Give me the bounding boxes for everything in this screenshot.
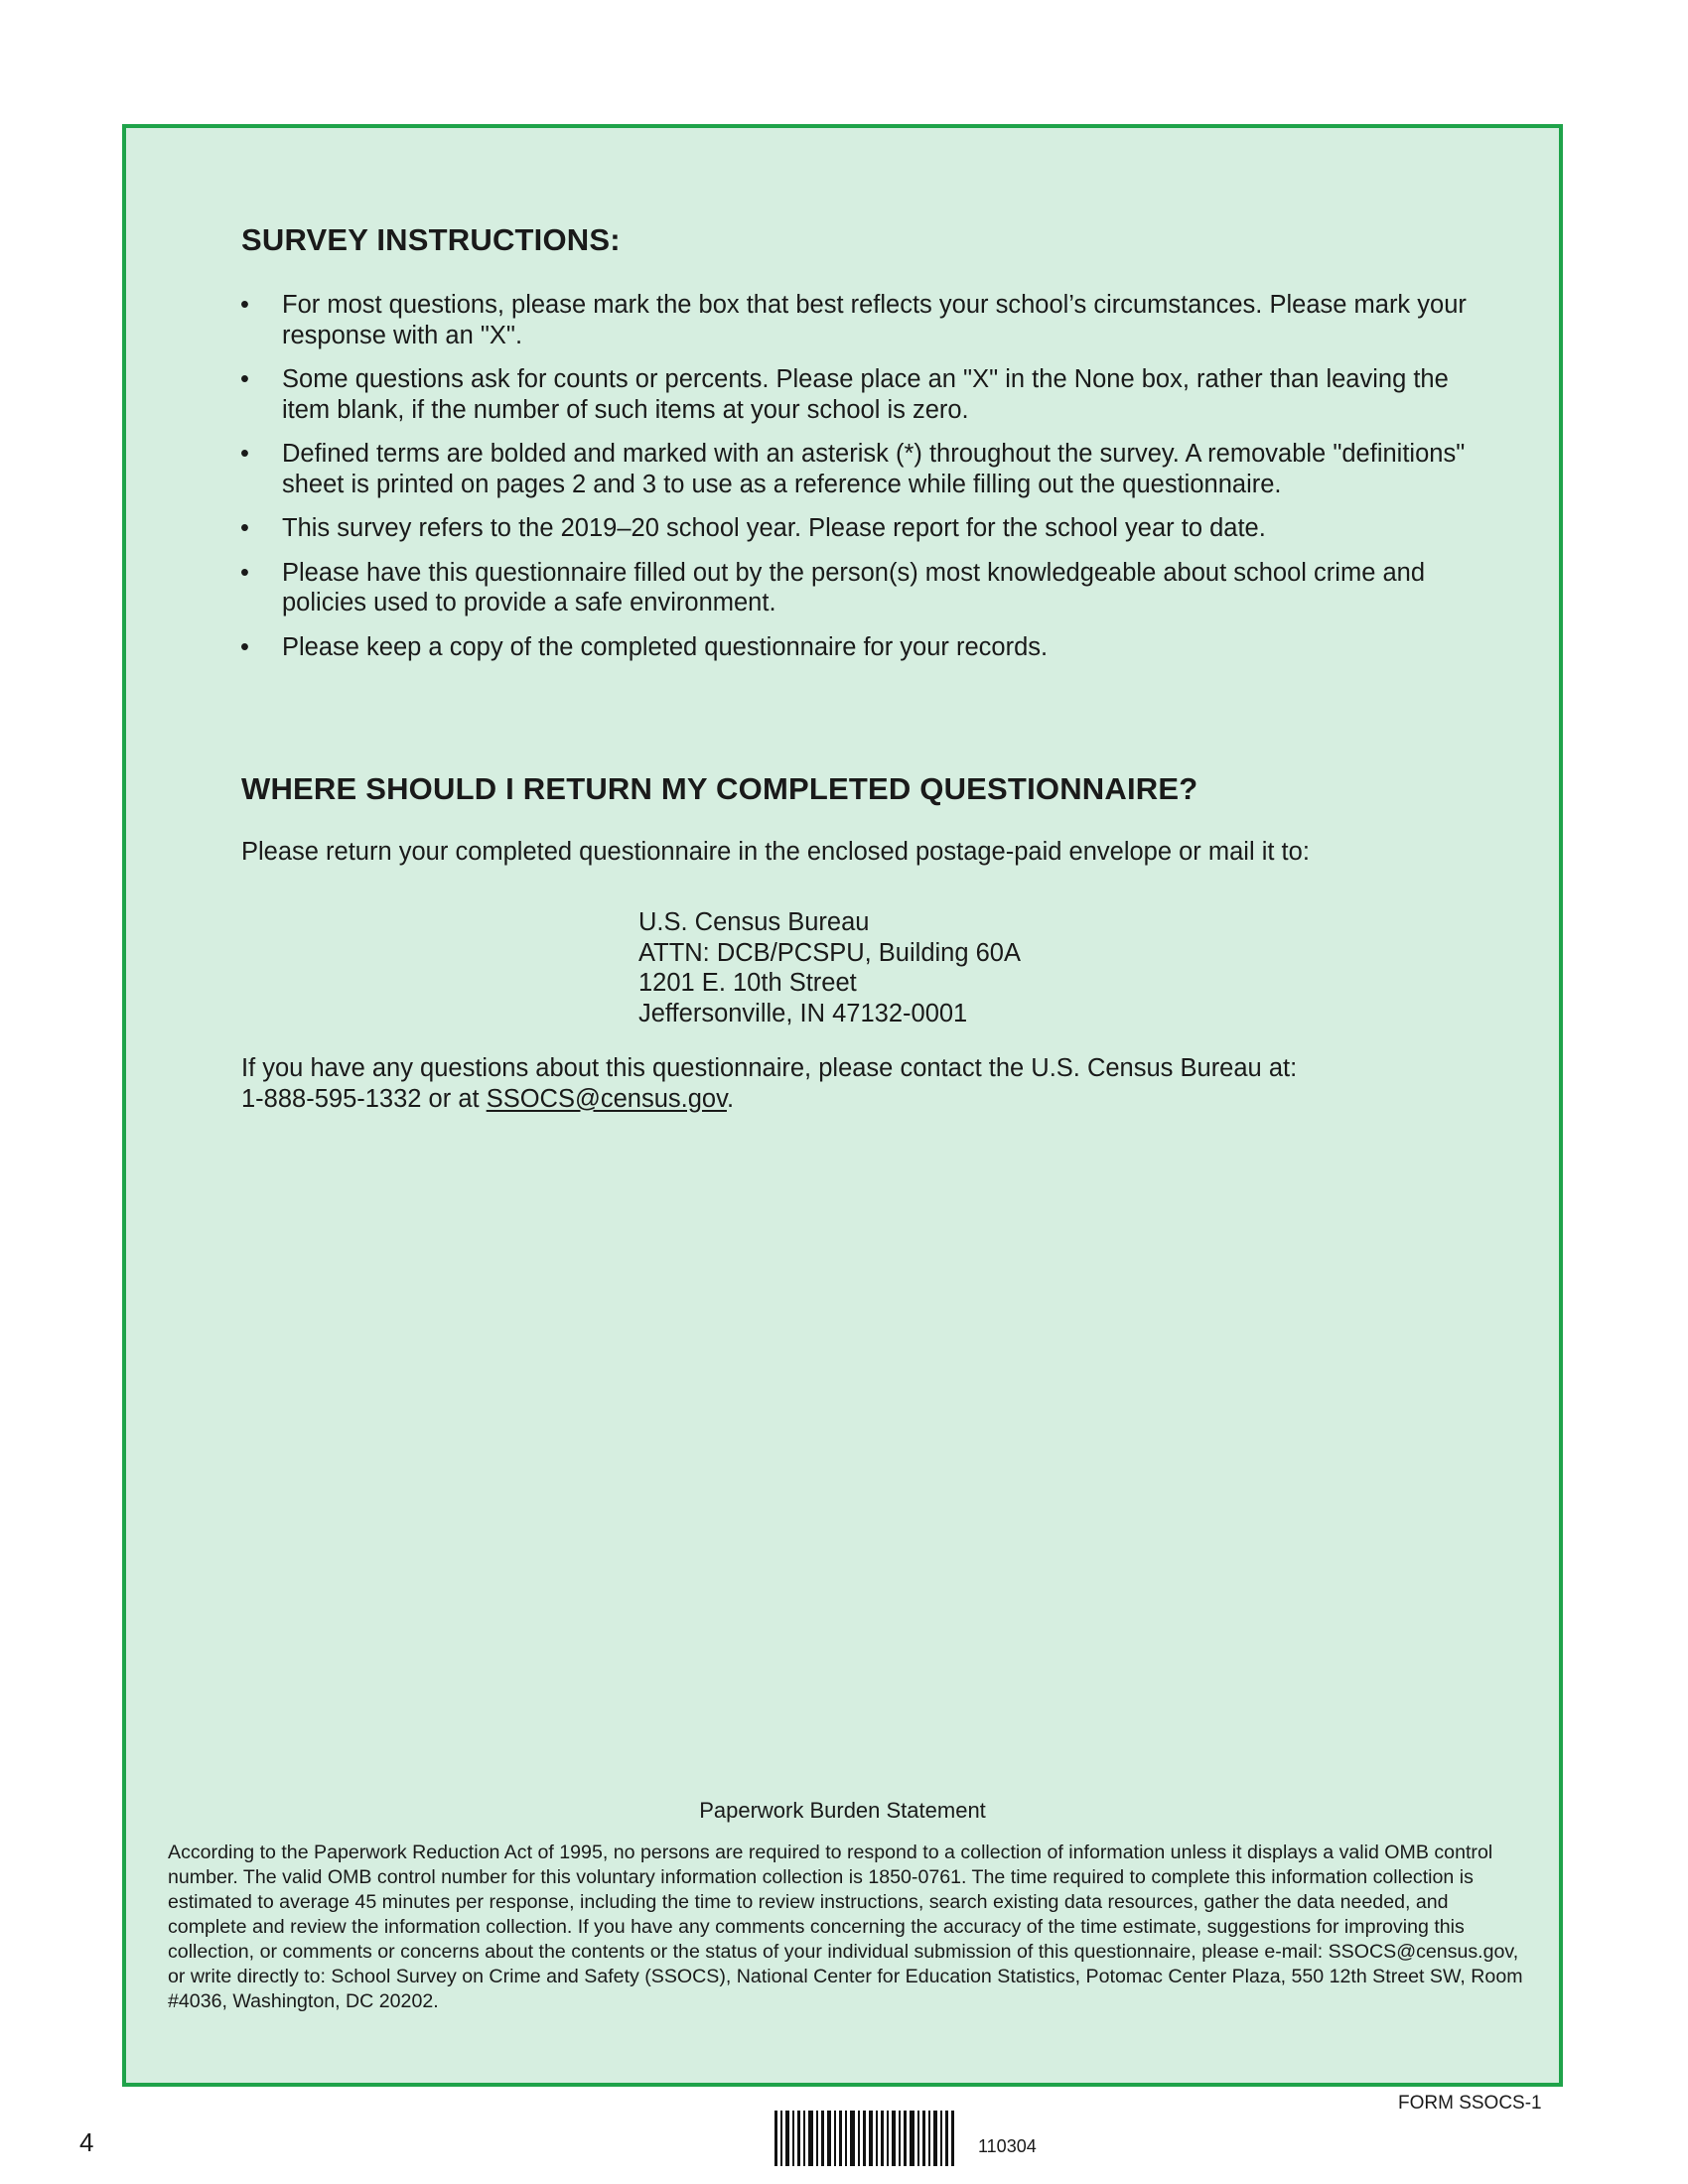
bullet-icon: •: [240, 514, 249, 542]
instruction-item: • This survey refers to the 2019–20 school year. Please report for the school year to date.: [240, 514, 1266, 542]
address-line: Jeffersonville, IN 47132-0001: [638, 999, 968, 1027]
instruction-item: • Defined terms are bolded and marked with an asterisk (*) throughout the survey. A removable "definitions" sheet is printed on pages 2 and 3 to use as a reference while filling out the questionnaire.: [240, 440, 1466, 498]
contact-line: If you have any questions about this questionnaire, please contact the U.S. Census Bureau at:: [241, 1054, 1298, 1082]
return-intro-text: Please return your completed questionnaire in the enclosed postage-paid envelope or mail it to:: [241, 838, 1310, 866]
instruction-item: • For most questions, please mark the box that best reflects your school’s circumstances. Please mark your response with an "X".: [240, 291, 1467, 349]
bullet-icon: •: [240, 558, 249, 587]
paperwork-burden-title: Paperwork Burden Statement: [699, 1798, 986, 1823]
bullet-icon: •: [240, 365, 249, 393]
bullet-icon: •: [240, 291, 249, 319]
address-line: ATTN: DCB/PCSPU, Building 60A: [638, 938, 1021, 967]
mailing-address: [638, 907, 1021, 1028]
barcode-icon: [774, 2111, 957, 2166]
address-line: 1201 E. 10th Street: [638, 969, 857, 997]
bullet-icon: •: [240, 632, 249, 661]
return-questionnaire-heading: WHERE SHOULD I RETURN MY COMPLETED QUESTIONNAIRE?: [241, 771, 1198, 806]
form-identifier: FORM SSOCS-1: [1398, 2093, 1542, 2114]
instruction-item: • Some questions ask for counts or percents. Please place an "X" in the None box, rather than leaving the item blank, if the number of such items at your school is zero.: [240, 365, 1449, 424]
instruction-item: • Please keep a copy of the completed questionnaire for your records.: [240, 632, 1049, 661]
page-number: 4: [79, 2127, 94, 2157]
address-line: U.S. Census Bureau: [638, 908, 870, 936]
contact-suffix: .: [726, 1084, 735, 1113]
instructions-list: [238, 290, 1489, 676]
barcode-number: 110304: [978, 2136, 1037, 2156]
contact-email-link[interactable]: SSOCS@census.gov: [486, 1084, 727, 1113]
paperwork-burden-text: According to the Paperwork Reduction Act of 1995, no persons are required to respond to a collection of information unless it displays a valid OMB control number. The valid OMB control number for this voluntary information collection is 1850-0761. The time required to complete this information collection is estimated to average 45 minutes per response, including the time to review instructions, search existing data resources, gather the data needed, and complete and review the information collection. If you have any comments concerning the accuracy of the time estimate, suggestions for improving this collection, or comments or concerns about the contents or the status of your individual submission of this questionnaire, please e-mail: SSOCS@census.gov, or write directly to: School Survey on Crime and Safety (SSOCS), National Center for Education Statistics, Potomac Center Plaza, 550 12th Street SW, Room #4036, Washington, DC 20202.: [168, 1842, 1523, 2012]
contact-phone: 1-888-595-1332 or at: [241, 1084, 480, 1113]
instructions-panel: [122, 124, 1563, 2087]
contact-text: [241, 1053, 1297, 1114]
instruction-item: • Please have this questionnaire filled out by the person(s) most knowledgeable about school crime and policies used to provide a safe environment.: [240, 558, 1426, 616]
bullet-icon: •: [240, 440, 249, 468]
survey-instructions-heading: SURVEY INSTRUCTIONS:: [241, 222, 621, 257]
